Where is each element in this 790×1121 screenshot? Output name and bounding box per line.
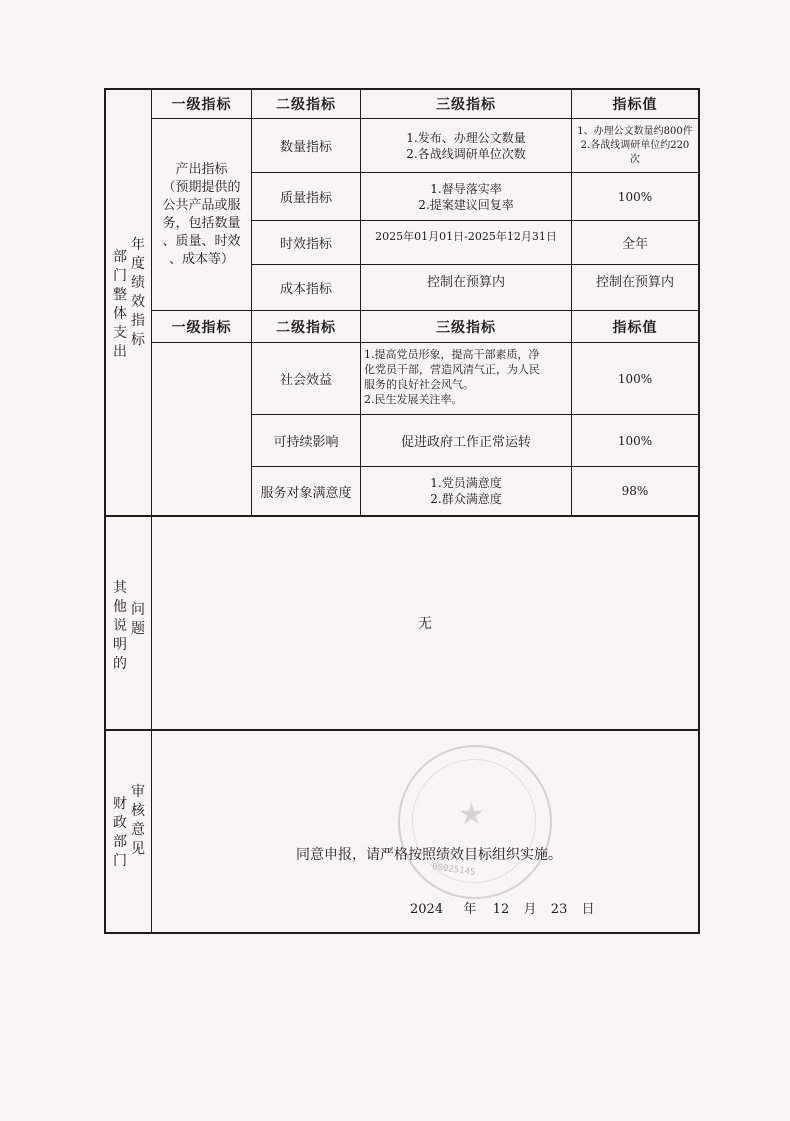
header2-level2: 二级指标 xyxy=(276,319,336,336)
header-value: 指标值 xyxy=(612,97,658,113)
effect-row3-level2: 服务对象满意度 xyxy=(260,485,352,501)
header-level3: 三级指标 xyxy=(436,97,496,113)
output-row4-value: 控制在预算内 xyxy=(595,274,674,290)
other-label-col2: 问 题 xyxy=(131,602,145,637)
header2-level3: 三级指标 xyxy=(436,319,496,336)
header-level1: 一级指标 xyxy=(171,97,232,113)
review-date-year-unit: 年 xyxy=(463,902,477,917)
frame-bottom xyxy=(104,932,700,934)
output-row1-value: 1、办理公文数量约800件 2.各战线调研单位约220 次 xyxy=(577,125,693,165)
review-label-col1: 财 政 部 门 xyxy=(113,796,127,869)
review-date xyxy=(410,898,595,918)
other-label-col1: 其 他 说 明 的 xyxy=(113,580,127,672)
sep-other-review xyxy=(104,729,700,731)
review-date-year: 2024 xyxy=(410,902,444,917)
seal-code: 00025145 xyxy=(431,862,476,878)
perf-label-col2: 年 度 绩 效 指 标 xyxy=(131,237,145,348)
header2-value: 指标值 xyxy=(612,319,658,336)
perf-section-label xyxy=(106,90,151,515)
effect-row3-level3: 1.党员满意度 2.群众满意度 xyxy=(430,476,502,506)
header-level2: 二级指标 xyxy=(276,97,336,113)
review-date-month-unit: 月 xyxy=(523,902,537,917)
effect-row2-value: 100% xyxy=(617,433,653,448)
output-row2-level2: 质量指标 xyxy=(279,191,332,206)
seal-star-icon: ★ xyxy=(458,797,485,832)
output-row2-value: 100% xyxy=(617,189,653,204)
other-section-label xyxy=(106,517,151,729)
review-section-label xyxy=(106,731,151,932)
review-opinion: 同意申报，请严格按照绩效目标组织实施。 xyxy=(296,847,562,863)
frame-right xyxy=(698,88,700,934)
perf-label-col1: 部 门 整 体 支 出 xyxy=(113,249,127,360)
effect-row1-value: 100% xyxy=(617,371,653,386)
output-level1-text: 产出指标 （预期提供的 公共产品或服 务，包括数量 、质量、时效 、成本等） xyxy=(162,161,241,267)
output-row4-level2: 成本指标 xyxy=(279,282,332,297)
other-content: 无 xyxy=(418,616,432,632)
effect-row1-level3: 1.提高党员形象，提高干部素质，净 化党员干部，营造风清气正，为人民 服务的良好社会风气。 2.民生发展关注率。 xyxy=(364,348,540,406)
effect-row1-level2: 社会效益 xyxy=(279,373,332,388)
output-row2-level3: 1.督导落实率 2.提案建议回复率 xyxy=(418,181,514,212)
official-seal-stamp xyxy=(398,745,552,899)
output-row3-level3: 2025年01月01日-2025年12月31日 xyxy=(375,229,557,243)
header2-level1: 一级指标 xyxy=(171,319,232,336)
output-row1-level2: 数量指标 xyxy=(279,140,332,155)
output-row3-value: 全年 xyxy=(621,237,648,252)
review-date-day: 23 xyxy=(550,902,568,917)
effect-row3-value: 98% xyxy=(621,484,649,498)
output-level1-cell xyxy=(152,119,251,310)
effect-level1-cell xyxy=(152,343,251,515)
output-row4-level3: 控制在预算内 xyxy=(426,274,505,290)
effect-row2-level2: 可持续影响 xyxy=(273,435,339,450)
output-row3-level2: 时效指标 xyxy=(279,237,332,252)
effect-row2-level3: 促进政府工作正常运转 xyxy=(400,435,531,450)
output-row1-level3: 1.发布、办理公文数量 2.各战线调研单位次数 xyxy=(406,130,526,161)
review-date-month: 12 xyxy=(492,902,510,917)
review-label-col2: 审 核 意 见 xyxy=(131,784,145,857)
review-date-day-unit: 日 xyxy=(581,902,595,917)
